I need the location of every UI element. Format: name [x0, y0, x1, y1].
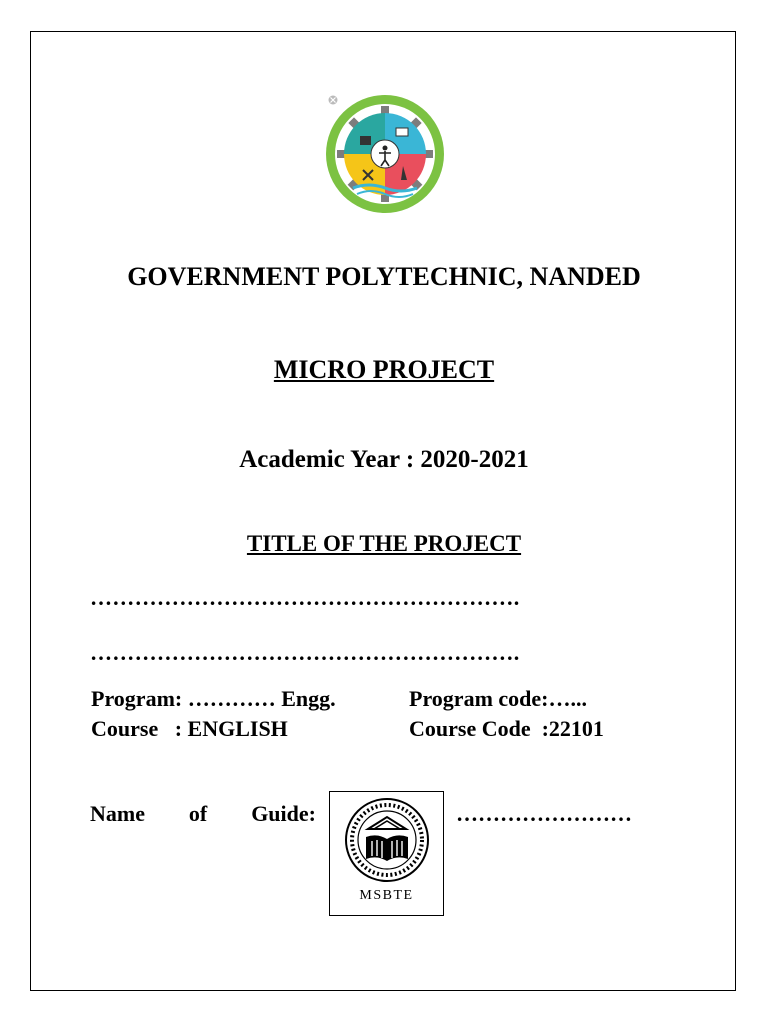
college-logo-icon — [323, 88, 447, 218]
msbte-emblem-icon — [344, 797, 430, 883]
guide-label-word: of — [188, 801, 208, 826]
course-code-field: Course Code :22101 — [409, 716, 604, 741]
academic-year: Academic Year : 2020-2021 — [239, 446, 529, 473]
msbte-logo — [329, 791, 444, 916]
msbte-label: MSBTE — [359, 888, 414, 903]
guide-name-placeholder: …………………… — [456, 801, 632, 826]
project-title-line-2: …………………………………………………. — [90, 640, 520, 665]
project-type-heading: MICRO PROJECT — [273, 355, 495, 384]
program-field: Program: ………… Engg. — [91, 686, 336, 711]
guide-label-word: Name — [90, 801, 145, 826]
guide-label-word: Guide: — [251, 801, 316, 826]
project-title-line-1: …………………………………………………. — [90, 585, 520, 610]
guide-label — [90, 801, 316, 827]
course-field: Course : ENGLISH — [91, 716, 288, 741]
college-name: GOVERNMENT POLYTECHNIC, NANDED — [127, 262, 641, 291]
project-title-heading: TITLE OF THE PROJECT — [246, 531, 522, 556]
program-code-field: Program code:…... — [409, 686, 587, 711]
